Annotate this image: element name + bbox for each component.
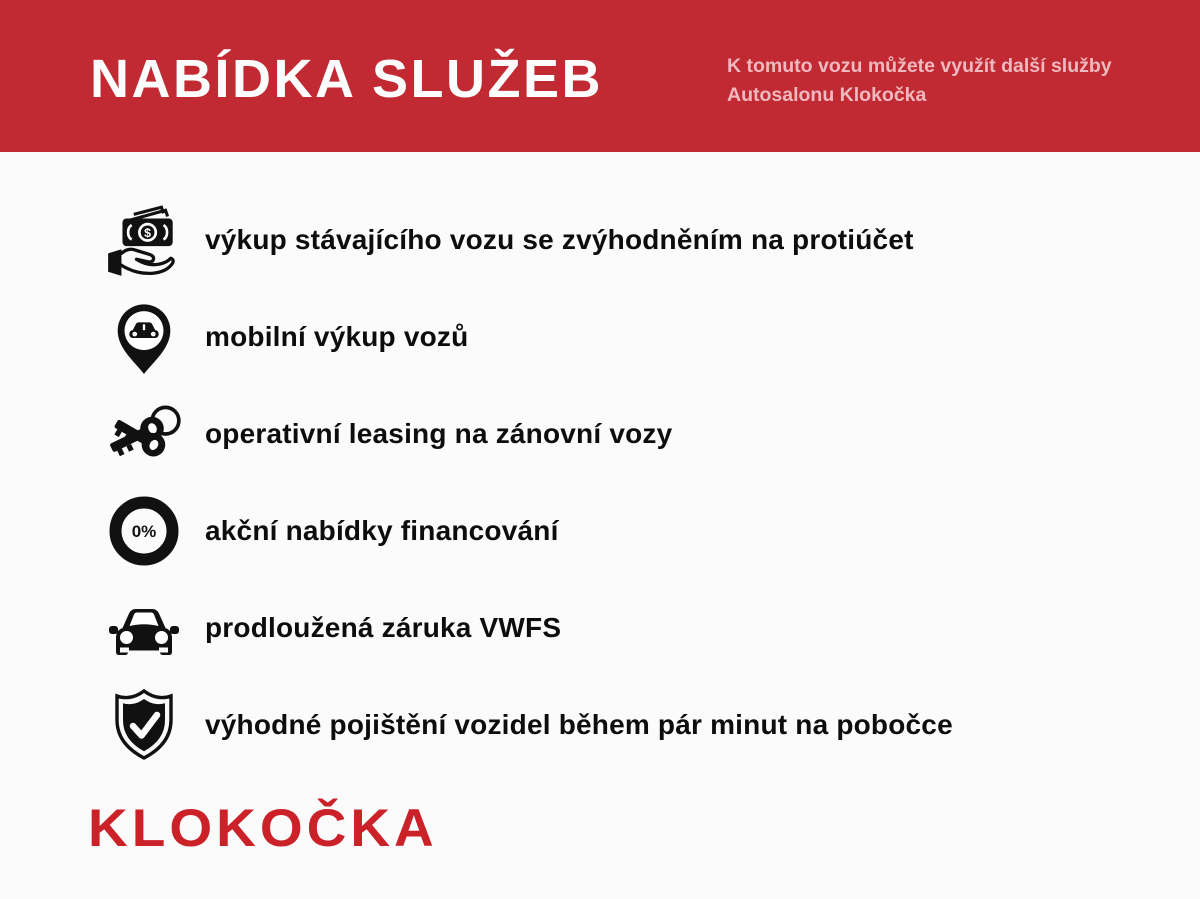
service-item-financing: [0, 482, 1200, 579]
service-item-trade-in: [0, 191, 1200, 288]
svg-text:$: $: [144, 225, 152, 240]
header-subtitle-line1: K tomuto vozu můžete využít další služby: [727, 55, 1112, 77]
klokocka-logo: KLOKOČKA: [88, 797, 438, 858]
money-in-hand-icon: [100, 197, 188, 283]
zero-percent-icon: [100, 488, 188, 574]
service-label: mobilní výkup vozů: [205, 320, 469, 352]
header-banner: [0, 0, 1200, 152]
page-title: NABÍDKA SLUŽEB: [90, 49, 603, 109]
zero-percent-label: 0%: [131, 521, 157, 541]
shield-check-icon: [100, 682, 188, 768]
service-label: výkup stávajícího vozu se zvýhodněním na protiúčet: [205, 223, 914, 255]
service-label: akční nabídky financování: [205, 514, 559, 546]
service-item-insurance: [0, 676, 1200, 773]
footer: [88, 797, 1200, 861]
header-subtitle-line2: Autosalonu Klokočka: [727, 84, 927, 106]
service-label: výhodné pojištění vozidel během pár minut na pobočce: [205, 708, 953, 740]
header-subtitle: [727, 52, 1112, 110]
car-keys-icon: [100, 391, 188, 477]
services-list: [0, 152, 1200, 773]
service-item-warranty: [0, 579, 1200, 676]
service-item-leasing: [0, 385, 1200, 482]
service-label: operativní leasing na zánovní vozy: [205, 417, 673, 449]
service-label: prodloužená záruka VWFS: [205, 611, 562, 643]
car-location-pin-icon: [100, 294, 188, 380]
car-front-icon: [100, 585, 188, 671]
service-item-mobile-buyout: [0, 288, 1200, 385]
